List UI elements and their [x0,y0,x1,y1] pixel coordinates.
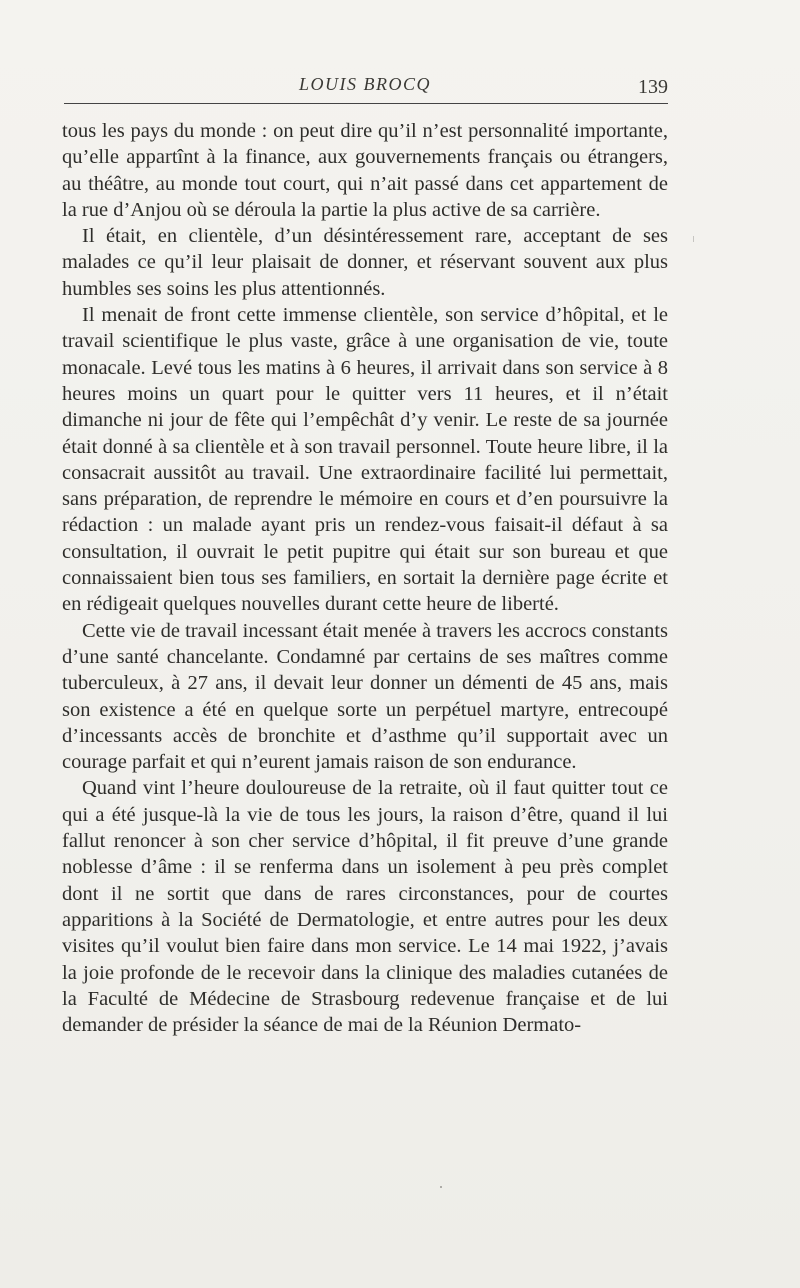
body-text [62,118,668,1038]
running-title: LOUIS BROCQ [299,74,431,94]
paragraph-1: tous les pays du monde : on peut dire qu’il n’est personnalité importante, qu’elle appartînt à la finance, aux gouvernements français ou étrangers, au théâtre, au monde tout court, qui n’ait passé dans cet appartement de la rue d’Anjou où se déroula la partie la plus active de sa carrière. [62,120,668,221]
paper-speck [693,236,694,242]
page-number: 139 [638,76,668,98]
paragraph-4: Cette vie de travail incessant était menée à travers les accrocs constants d’une santé chancelante. Condamné par certains de ses maîtres comme tuberculeux, à 27 ans, il devait leur donner un démenti de 45 ans, mais son existence a été en quelque sorte un perpétuel martyre, entrecoupé d’incessants accès de bronchite et d’asthme qu’il supportait avec un courage parfait et qui n’eurent jamais raison de son endurance. [62,619,668,774]
paragraph-3: Il menait de front cette immense clientèle, son service d’hôpital, et le travail scientifique le plus vaste, grâce à une organisation de vie, toute monacale. Levé tous les matins à 6 heures, il arrivait dans son service à 8 heures moins un quart pour le quitter vers 11 heures, et il n’était dimanche ni jour de fête qui l’empêchât d’y venir. Le reste de sa journée était donné à sa clientèle et à son travail personnel. Toute heure libre, il la consacrait aussitôt au travail. Une extraordinaire facilité lui permettait, sans préparation, de reprendre le mémoire en cours et d’en poursuivre la rédaction : un malade ayant pris un rendez-vous faisait-il défaut à sa consultation, il ouvrait le petit pupitre qui était sur son bureau et que connaissaient bien tous ses familiers, en sortait la dernière page écrite et en rédigeait quelques nouvelles durant cette heure de liberté. [62,304,668,616]
paragraph-5: Quand vint l’heure douloureuse de la retraite, où il faut quitter tout ce qui a été jusque-là la vie de tous les jours, la raison d’être, quand il lui fallut renoncer à son cher service d’hôpital, il fit preuve d’une grande noblesse d’âme : il se renferma dans un isolement à peu près complet dont il ne sortit que dans de rares circonstances, pour de courtes apparitions à la Société de Dermatologie, et entre autres pour les deux visites qu’il voulut bien faire dans mon service. Le 14 mai 1922, j’avais la joie profonde de le recevoir dans la clinique des maladies cutanées de la Faculté de Médecine de Strasbourg redevenue française et de lui demander de présider la séance de mai de la Réunion Dermato- [62,777,668,1037]
running-head [62,70,668,100]
paper-speck [440,1186,442,1188]
paragraph-2: Il était, en clientèle, d’un désintéressement rare, acceptant de ses malades ce qu’il leur plaisait de donner, et réservant souvent aux plus humbles ses soins les plus attentionnés. [62,225,668,300]
header-rule [64,103,668,104]
